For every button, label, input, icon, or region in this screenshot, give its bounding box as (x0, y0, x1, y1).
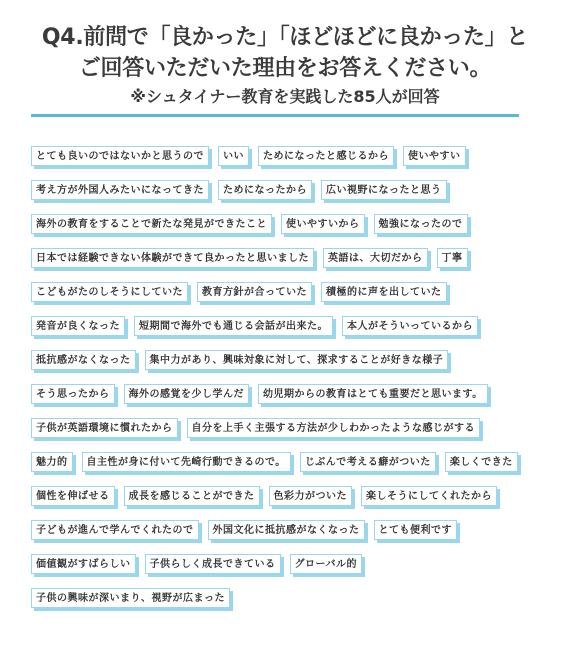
answer-tag: グローバル的 (290, 554, 363, 574)
answer-tag: 英語は、大切だから (323, 248, 428, 268)
tag-row (31, 350, 541, 384)
answer-tag: 魅力的 (31, 452, 73, 472)
answer-tag: ためになったと感じるから (258, 146, 394, 166)
answer-tag: 個性を伸ばせる (31, 486, 115, 506)
header (0, 0, 570, 108)
tag-row (31, 554, 541, 588)
title-line-2: ご回答いただいた理由をお答えください。 (78, 56, 492, 81)
answer-tag: じぶんで考える癖がついた (300, 452, 436, 472)
answer-tag: 子供の興味が深いまり、視野が広まった (31, 588, 230, 608)
answer-tag: 子供らしく成長できている (145, 554, 281, 574)
tag-row (31, 384, 541, 418)
answer-tag: とても良いのではないかと思うので (31, 146, 209, 166)
answer-tag: 使いやすい (403, 146, 466, 166)
answer-tag: こどもがたのしそうにしていた (31, 282, 188, 302)
answer-tag: 日本では経験できない体験ができて良かったと思いました (31, 248, 314, 268)
answer-tag: 子どもが進んで学んでくれたので (31, 520, 199, 540)
tag-row (31, 180, 541, 214)
header-divider (31, 114, 519, 117)
answer-tag: 子供が英語環境に慣れたから (31, 418, 178, 438)
answer-tag: 広い視野になったと思う (321, 180, 447, 200)
answer-tag: 楽しくできた (445, 452, 518, 472)
answer-tag: 自主性が身に付いて先崎行動できるので。 (82, 452, 291, 472)
answer-tag: 成長を感じることができた (124, 486, 260, 506)
answer-tag: 使いやすいから (281, 214, 365, 234)
answer-tag: 積極的に声を出していた (321, 282, 447, 302)
answer-tag: 勉強になったので (374, 214, 468, 234)
answer-tag: 丁寧 (437, 248, 468, 268)
page-subtitle: ※シュタイナー教育を実践した85人が回答 (130, 87, 440, 106)
answer-tag: 集中力があり、興味対象に対して、探求することが好きな様子 (145, 350, 449, 370)
title-line-1: Q4.前問で「良かった」「ほどほどに良かった」と (41, 25, 529, 50)
answer-tag: 自分を上手く主張する方法が少しわかったような感じがする (187, 418, 481, 438)
page-title (0, 22, 570, 84)
answer-tag: 色彩力がついた (269, 486, 353, 506)
answer-tag: 海外の教育をすることで新たな発見ができたこと (31, 214, 272, 234)
tag-row (31, 248, 541, 282)
answer-tag: 外国文化に抵抗感がなくなった (208, 520, 365, 540)
answer-tag: 海外の感覚を少し学んだ (124, 384, 250, 404)
answer-tag: いい (218, 146, 249, 166)
tag-row (31, 588, 541, 622)
answer-tag-cloud (31, 146, 541, 622)
answer-tag: 教育方針が合っていた (197, 282, 312, 302)
answer-tag: 幼児期からの教育はとても重要だと思います。 (258, 384, 488, 404)
answer-tag: そう思ったから (31, 384, 115, 404)
answer-tag: 楽しそうにしてくれたから (361, 486, 497, 506)
tag-row (31, 418, 541, 452)
answer-tag: 本人がそういっているから (342, 316, 478, 336)
tag-row (31, 452, 541, 486)
answer-tag: 発音が良くなった (31, 316, 125, 336)
tag-row (31, 520, 541, 554)
answer-tag: 考え方が外国人みたいになってきた (31, 180, 209, 200)
tag-row (31, 146, 541, 180)
answer-tag: 抵抗感がなくなった (31, 350, 136, 370)
tag-row (31, 282, 541, 316)
tag-row (31, 316, 541, 350)
answer-tag: 短期間で海外でも通じる会話が出来た。 (134, 316, 333, 336)
answer-tag: 価値観がすばらしい (31, 554, 136, 574)
tag-row (31, 486, 541, 520)
tag-row (31, 214, 541, 248)
answer-tag: とても便利です (374, 520, 458, 540)
answer-tag: ためになったから (218, 180, 312, 200)
